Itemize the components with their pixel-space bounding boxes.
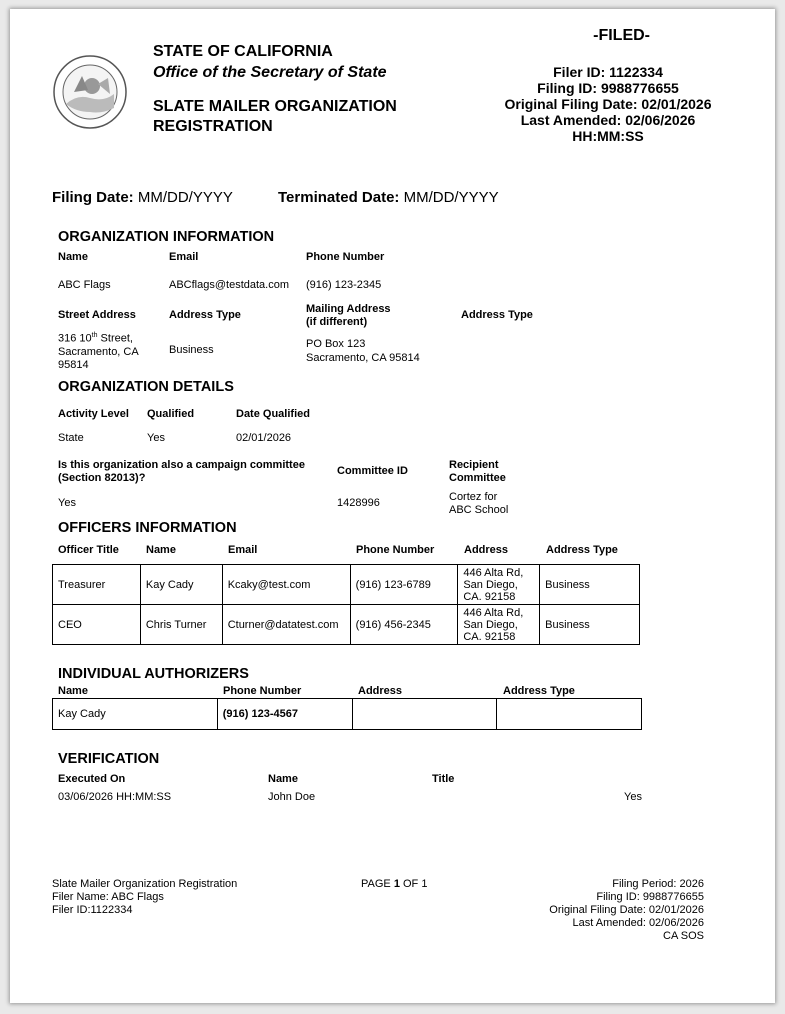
footer-left [52, 878, 237, 917]
mailing-address-line: Sacramento, CA 95814 [306, 352, 420, 364]
table-row [53, 605, 640, 645]
org-email: ABCflags@testdata.com [169, 279, 289, 291]
footer-filer-name: Filer Name: ABC Flags [52, 891, 164, 903]
campaign-question-line: Is this organization also a campaign committee [58, 459, 305, 471]
filer-id: Filer ID: 1122334 [553, 64, 663, 80]
mailing-address-label [306, 303, 391, 329]
footer-right [549, 878, 704, 943]
officers-heading: OFFICERS INFORMATION [58, 520, 237, 536]
state-seal-icon [52, 54, 128, 130]
officers-col-email: Email [228, 544, 258, 556]
officer-name: Chris Turner [140, 605, 222, 645]
officers-col-title: Officer Title [58, 544, 119, 556]
last-amended: Last Amended: 02/06/2026 [520, 112, 696, 128]
mailing-address-label-line: (if different) [306, 316, 368, 328]
committee-id-label: Committee ID [337, 465, 408, 477]
recipient-label-line: Committee [449, 472, 506, 484]
footer-filing-period: Filing Period: 2026 [612, 878, 704, 890]
officer-address-line: CA. 92158 [463, 630, 516, 643]
officer-address [458, 565, 540, 605]
filing-date-label: Filing Date: [52, 189, 134, 206]
officers-col-address-type: Address Type [546, 544, 618, 556]
qualified-label: Qualified [147, 408, 195, 420]
terminated-date-value: MM/DD/YYYY [403, 189, 499, 206]
officer-address [458, 605, 540, 645]
document-page [10, 9, 775, 1003]
table-row [53, 565, 640, 605]
verification-title-label: Title [432, 773, 455, 785]
verification-value: Yes [624, 791, 642, 803]
table-row [53, 699, 642, 730]
verification-name: John Doe [268, 791, 316, 803]
state-heading: STATE OF CALIFORNIA [153, 43, 333, 60]
officers-col-name: Name [146, 544, 176, 556]
document-title-line: REGISTRATION [153, 118, 273, 135]
verification-name-label: Name [268, 773, 298, 785]
filing-info-block [488, 64, 728, 144]
campaign-committee-answer: Yes [58, 497, 76, 509]
document-title-line: SLATE MAILER ORGANIZATION [153, 98, 397, 115]
officer-address-type: Business [540, 605, 640, 645]
authorizers-col-name: Name [58, 685, 88, 697]
activity-level-label: Activity Level [58, 408, 129, 420]
address-type: Business [169, 344, 214, 356]
page-number [361, 878, 427, 891]
executed-on-label: Executed On [58, 773, 126, 785]
authorizers-col-address-type: Address Type [503, 685, 575, 697]
org-details-heading: ORGANIZATION DETAILS [58, 379, 234, 395]
mailing-address-type-label: Address Type [461, 309, 533, 321]
recipient-committee-label [449, 459, 506, 485]
street-address-part: Street, [97, 332, 133, 345]
filing-id: Filing ID: 9988776655 [537, 80, 679, 96]
org-email-label: Email [169, 251, 199, 263]
recipient-committee [449, 491, 508, 517]
officers-col-address: Address [464, 544, 509, 556]
filing-date-value: MM/DD/YYYY [137, 189, 233, 206]
org-phone-label: Phone Number [306, 251, 385, 263]
page-number-suffix: OF 1 [399, 878, 428, 890]
verification-heading: VERIFICATION [58, 751, 160, 767]
original-filing-date: Original Filing Date: 02/01/2026 [504, 96, 712, 112]
street-address-sup: th [91, 332, 98, 339]
recipient-label-line: Recipient [449, 459, 499, 471]
officer-address-line: 446 Alta Rd, [463, 606, 524, 619]
mailing-address-label-line: Mailing Address [306, 303, 391, 315]
officer-phone: (916) 456-2345 [350, 605, 458, 645]
officer-title: Treasurer [53, 565, 141, 605]
officer-address-line: San Diego, [463, 578, 518, 591]
officer-address-line: San Diego, [463, 618, 518, 631]
authorizer-phone: (916) 123-4567 [217, 699, 352, 730]
executed-on: 03/06/2026 HH:MM:SS [58, 791, 172, 803]
footer-last-amended: Last Amended: 02/06/2026 [572, 917, 704, 929]
campaign-question-line: (Section 82013)? [58, 472, 146, 484]
authorizer-name: Kay Cady [53, 699, 218, 730]
street-address [58, 329, 139, 372]
committee-id: 1428996 [337, 497, 380, 509]
street-address-part: 316 10 [58, 332, 92, 345]
org-name: ABC Flags [58, 279, 111, 291]
org-name-label: Name [58, 251, 88, 263]
date-qualified-label: Date Qualified [236, 408, 310, 420]
activity-level: State [58, 432, 84, 444]
officers-table [52, 564, 640, 645]
street-address-label: Street Address [58, 309, 136, 321]
recipient-line: ABC School [449, 504, 509, 516]
footer-filing-id: Filing ID: 9988776655 [596, 891, 704, 903]
officers-col-phone: Phone Number [356, 544, 435, 556]
campaign-committee-question [58, 459, 305, 485]
street-address-line: 95814 [58, 358, 89, 371]
mailing-address [306, 337, 420, 365]
org-phone: (916) 123-2345 [306, 279, 382, 291]
officer-phone: (916) 123-6789 [350, 565, 458, 605]
document-title [153, 97, 453, 137]
officer-email: Kcaky@test.com [222, 565, 350, 605]
footer-document-name: Slate Mailer Organization Registration [52, 878, 238, 890]
qualified: Yes [147, 432, 165, 444]
street-address-line: Sacramento, CA [58, 345, 139, 358]
officer-email: Cturner@datatest.com [222, 605, 350, 645]
officer-address-line: CA. 92158 [463, 590, 516, 603]
authorizers-table [52, 698, 642, 730]
footer-ca-sos: CA SOS [663, 930, 704, 942]
terminated-date [278, 189, 499, 206]
officer-address-line: 446 Alta Rd, [463, 566, 524, 579]
recipient-line: Cortez for [449, 491, 498, 503]
org-info-heading: ORGANIZATION INFORMATION [58, 229, 275, 245]
footer-original-filing-date: Original Filing Date: 02/01/2026 [549, 904, 704, 916]
officer-title: CEO [53, 605, 141, 645]
filed-time: HH:MM:SS [572, 128, 644, 144]
authorizer-address [352, 699, 497, 730]
address-type-label: Address Type [169, 309, 241, 321]
page-number-prefix: PAGE [361, 878, 394, 890]
mailing-address-line: PO Box 123 [306, 338, 366, 350]
date-qualified: 02/01/2026 [236, 432, 292, 444]
filed-stamp: -FILED- [593, 27, 650, 44]
office-heading: Office of the Secretary of State [153, 64, 387, 81]
page-number-current: 1 [393, 878, 400, 890]
authorizer-address-type [497, 699, 642, 730]
footer-filer-id: Filer ID:1122334 [52, 904, 133, 916]
filing-date [52, 189, 233, 206]
terminated-date-label: Terminated Date: [278, 189, 400, 206]
authorizers-col-address: Address [358, 685, 403, 697]
officer-address-type: Business [540, 565, 640, 605]
authorizers-col-phone: Phone Number [223, 685, 302, 697]
authorizers-heading: INDIVIDUAL AUTHORIZERS [58, 666, 249, 682]
officer-name: Kay Cady [140, 565, 222, 605]
